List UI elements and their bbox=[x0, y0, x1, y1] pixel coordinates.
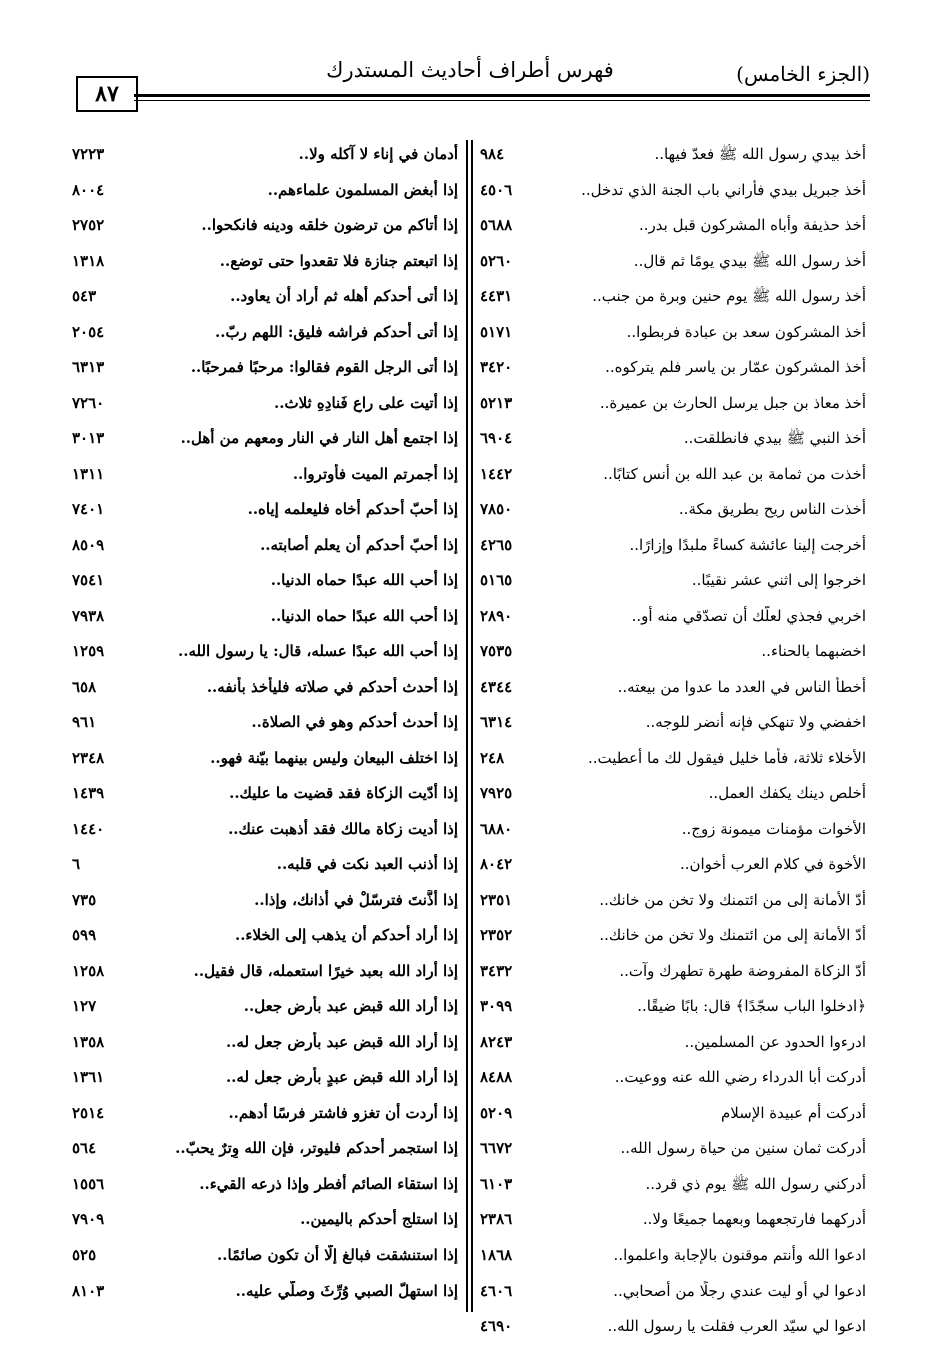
entry-number: ٥٦٨٨ bbox=[480, 216, 513, 235]
entry-text: أخذت الناس ريح بطريق مكة.. bbox=[678, 500, 866, 519]
column-divider bbox=[466, 140, 468, 1312]
entry-text: أخطأ الناس في العدد ما عدوا من بيعته.. bbox=[617, 677, 866, 696]
entry-text: أخذ حذيفة وأباه المشركون قبل بدر.. bbox=[639, 216, 866, 235]
index-entry bbox=[472, 992, 872, 1028]
index-entry bbox=[472, 779, 872, 815]
entry-number: ٤٦٩٠ bbox=[480, 1317, 513, 1336]
entry-number: ١٣١٨ bbox=[72, 251, 105, 270]
entry-number: ٥٤٣ bbox=[72, 287, 97, 306]
index-entry bbox=[472, 1134, 872, 1170]
index-entry bbox=[472, 602, 872, 638]
entry-text: أخذ جبريل بيدي فأراني باب الجنة الذي تدخل.. bbox=[581, 180, 866, 199]
entry-text: إذا أديت زكاة مالك فقد أذهبت عنك.. bbox=[228, 819, 458, 838]
entry-number: ٩٦١ bbox=[72, 713, 97, 732]
index-title: فهرس أطراف أحاديث المستدرك bbox=[326, 58, 614, 82]
entry-text: إذا أتى أحدكم أهله ثم أراد أن يعاود.. bbox=[230, 287, 458, 306]
entry-number: ٤٦٠٦ bbox=[480, 1281, 513, 1300]
entry-number: ٢٥١٤ bbox=[72, 1103, 105, 1122]
entry-number: ٦٨٨٠ bbox=[480, 819, 513, 838]
entry-number: ٨٠٤٢ bbox=[480, 855, 513, 874]
entry-text: أدركت أم عبيدة الإسلام bbox=[721, 1103, 866, 1122]
entry-text: أدركت أبا الدرداء رضي الله عنه ووعيت.. bbox=[614, 1068, 866, 1087]
entry-number: ٦٦٧٢ bbox=[480, 1139, 513, 1158]
entry-number: ٤٣٤٤ bbox=[480, 677, 513, 696]
entry-text: أدركني رسول الله ﷺ يوم ذي قرد.. bbox=[645, 1174, 866, 1193]
entry-number: ٧٩٢٥ bbox=[480, 784, 513, 803]
page-number: ٨٧ bbox=[95, 81, 119, 107]
entry-number: ١٤٤٠ bbox=[72, 819, 105, 838]
entry-number: ٧٤٠١ bbox=[72, 500, 105, 519]
index-entry bbox=[68, 602, 464, 638]
entry-number: ٥٢١٣ bbox=[480, 393, 513, 412]
entry-text: إذا أحبّ أحدكم أن يعلم أصابته.. bbox=[260, 535, 458, 554]
entry-number: ٢٣٤٨ bbox=[72, 748, 105, 767]
entry-number: ٥٩٩ bbox=[72, 926, 97, 945]
entry-number: ٦٣١٣ bbox=[72, 358, 105, 377]
entry-number: ١٤٣٩ bbox=[72, 784, 105, 803]
entry-text: أخلص دينك يكفك العمل.. bbox=[708, 784, 866, 803]
index-entry bbox=[472, 1205, 872, 1241]
entry-text: أخذ المشركون عمّار بن ياسر فلم يتركوه.. bbox=[605, 358, 866, 377]
index-entry bbox=[472, 921, 872, 957]
entry-text: إذا أحبّ أحدكم أخاه فليعلمه إياه.. bbox=[247, 500, 458, 519]
entry-text: أخذ المشركون سعد بن عبادة فربطوا.. bbox=[626, 322, 866, 341]
index-entry bbox=[472, 1063, 872, 1099]
index-entry bbox=[472, 211, 872, 247]
right-column bbox=[472, 140, 872, 1348]
entry-text: الأخوة في كلام العرب أخوان.. bbox=[679, 855, 866, 874]
entry-number: ٦٥٨ bbox=[72, 677, 97, 696]
index-entry bbox=[68, 886, 464, 922]
index-entry bbox=[472, 957, 872, 993]
entry-text: اخرجوا إلى اثني عشر نقيبًا.. bbox=[691, 571, 866, 590]
entry-number: ٤٢٦٥ bbox=[480, 535, 513, 554]
index-entry bbox=[472, 531, 872, 567]
entry-text: إذا أراد الله قبض عبد بأرض جعل له.. bbox=[225, 1032, 458, 1051]
index-entry bbox=[472, 424, 872, 460]
entry-number: ١٣١١ bbox=[72, 464, 105, 483]
index-entry bbox=[472, 353, 872, 389]
index-entry bbox=[68, 1134, 464, 1170]
index-entry bbox=[68, 779, 464, 815]
index-entry bbox=[68, 140, 464, 176]
entry-number: ١٢٥٩ bbox=[72, 642, 105, 661]
index-entry bbox=[68, 850, 464, 886]
entry-number: ٧٥٤١ bbox=[72, 571, 105, 590]
index-entry bbox=[68, 815, 464, 851]
entry-number: ٨٠٠٤ bbox=[72, 180, 105, 199]
entry-text: الأخوات مؤمنات ميمونة زوج.. bbox=[681, 819, 866, 838]
entry-number: ٢٤٨ bbox=[480, 748, 505, 767]
entry-number: ٦٣١٤ bbox=[480, 713, 513, 732]
entry-text: اخفضي ولا تنهكي فإنه أنضر للوجه.. bbox=[645, 713, 866, 732]
index-entry bbox=[68, 1063, 464, 1099]
entry-number: ١٥٥٦ bbox=[72, 1174, 105, 1193]
entry-text: إذا أراد الله قبض عبد بأرض جعل.. bbox=[243, 997, 458, 1016]
entry-number: ١٢٧ bbox=[72, 997, 97, 1016]
entry-text: أدّ الزكاة المفروضة طهرة تطهرك وآت.. bbox=[619, 961, 866, 980]
entry-number: ٢٨٩٠ bbox=[480, 606, 513, 625]
entry-number: ٢٣٥١ bbox=[480, 890, 513, 909]
entry-text: إذا أتى أحدكم فراشه فليق: اللهم ربّ.. bbox=[215, 322, 458, 341]
index-entry bbox=[68, 637, 464, 673]
entry-text: ﴿ادخلوا الباب سجّدًا﴾ قال: بابًا ضيقًا.. bbox=[637, 997, 866, 1016]
entry-text: أخذ بيدي رسول الله ﷺ فعدّ فيها.. bbox=[654, 145, 866, 163]
entry-number: ٦ bbox=[72, 855, 81, 874]
index-entry bbox=[68, 1241, 464, 1277]
entry-text: إذا أدّيت الزكاة فقد قضيت ما عليك.. bbox=[229, 784, 458, 803]
index-entry bbox=[68, 495, 464, 531]
entry-number: ٢٠٥٤ bbox=[72, 322, 105, 341]
left-column bbox=[68, 140, 464, 1312]
index-entry bbox=[68, 1277, 464, 1313]
index-entry bbox=[68, 992, 464, 1028]
index-entry bbox=[472, 140, 872, 176]
entry-number: ٨٥٠٩ bbox=[72, 535, 105, 554]
entry-text: ادرءوا الحدود عن المسلمين.. bbox=[684, 1032, 866, 1051]
entry-text: أخذ رسول الله ﷺ يوم حنين وبرة من جنب.. bbox=[592, 287, 866, 306]
entry-text: إذا أجمرتم الميت فأوتروا.. bbox=[292, 464, 458, 483]
entry-text: إذا أتى الرجل القوم فقالوا: مرحبًا فمرحبًا.. bbox=[190, 358, 458, 377]
entry-text: إذا أتاكم من ترضون خلقه ودينه فانكحوا.. bbox=[201, 216, 458, 235]
entry-text: إذا استهلّ الصبي وُرِّثَ وصلّي عليه.. bbox=[235, 1281, 458, 1300]
index-entry bbox=[472, 815, 872, 851]
entry-number: ٦١٠٣ bbox=[480, 1174, 513, 1193]
entry-number: ٣٠٩٩ bbox=[480, 997, 513, 1016]
entry-text: الأخلاء ثلاثة، فأما خليل فيقول لك ما أعطيت.. bbox=[588, 748, 866, 767]
entry-text: إذا أراد الله بعبد خيرًا استعمله، قال فقيل.. bbox=[193, 961, 458, 980]
entry-text: إذا استجمر أحدكم فليوتر، فإن الله وِترٌ يحبّ.. bbox=[175, 1139, 458, 1158]
index-entry bbox=[472, 1277, 872, 1313]
entry-number: ٥٢٠٩ bbox=[480, 1103, 513, 1122]
index-entry bbox=[68, 389, 464, 425]
index-entry bbox=[472, 176, 872, 212]
index-entry bbox=[68, 708, 464, 744]
entry-text: أخرجت إلينا عائشة كساءً ملبدًا وإزارًا.. bbox=[629, 535, 866, 554]
entry-text: أخذ رسول الله ﷺ بيدي يومًا ثم قال.. bbox=[633, 251, 866, 270]
entry-number: ٥١٦٥ bbox=[480, 571, 513, 590]
entry-number: ٧٩٣٨ bbox=[72, 606, 105, 625]
entry-number: ٥٦٤ bbox=[72, 1139, 97, 1158]
entry-text: إذا أحدث أحدكم وهو في الصلاة.. bbox=[251, 713, 458, 732]
entry-text: إذا أراد الله قبض عبدٍ بأرض جعل له.. bbox=[225, 1068, 458, 1087]
entry-text: إذا استلج أحدكم باليمين.. bbox=[300, 1210, 458, 1229]
entry-number: ١٢٥٨ bbox=[72, 961, 105, 980]
index-entry bbox=[472, 1099, 872, 1135]
entry-text: إذا أحب الله عبدًا حماه الدنيا.. bbox=[270, 571, 458, 590]
entry-text: اخضبهما بالحناء.. bbox=[761, 642, 866, 661]
index-entry bbox=[472, 886, 872, 922]
entry-number: ٧٥٣٥ bbox=[480, 642, 513, 661]
volume-title: (الجزء الخامس) bbox=[736, 62, 870, 86]
index-entry bbox=[68, 921, 464, 957]
entry-text: أخذت من ثمامة بن عبد الله بن أنس كتابًا.. bbox=[603, 464, 866, 483]
index-entry bbox=[472, 1028, 872, 1064]
entry-number: ٥١٧١ bbox=[480, 322, 513, 341]
index-entry bbox=[472, 460, 872, 496]
index-entry bbox=[472, 1312, 872, 1348]
page-number-box bbox=[76, 76, 138, 112]
entry-text: إذا أَذَّنتَ فترسّلْ في أذانك، وإذا.. bbox=[254, 890, 458, 909]
entry-number: ٨١٠٣ bbox=[72, 1281, 105, 1300]
index-entry bbox=[472, 318, 872, 354]
index-entry bbox=[68, 1099, 464, 1135]
index-entry bbox=[472, 673, 872, 709]
index-entry bbox=[472, 247, 872, 283]
entry-number: ٧٩٠٩ bbox=[72, 1210, 105, 1229]
index-entry bbox=[68, 744, 464, 780]
index-entry bbox=[68, 353, 464, 389]
index-entry bbox=[68, 460, 464, 496]
index-entry bbox=[68, 424, 464, 460]
entry-number: ٨٢٤٣ bbox=[480, 1032, 513, 1051]
entry-number: ٩٨٤ bbox=[480, 145, 505, 163]
index-entry bbox=[68, 1205, 464, 1241]
index-entry bbox=[68, 318, 464, 354]
index-entry bbox=[472, 1241, 872, 1277]
entry-number: ١٤٤٢ bbox=[480, 464, 513, 483]
entry-text: أدّ الأمانة إلى من ائتمنك ولا تخن من خانك.. bbox=[599, 890, 866, 909]
entry-number: ٦٩٠٤ bbox=[480, 429, 513, 448]
entry-number: ٧٣٥ bbox=[72, 890, 97, 909]
entry-number: ٨٤٨٨ bbox=[480, 1068, 513, 1087]
entry-number: ١٨٦٨ bbox=[480, 1245, 513, 1264]
index-entry bbox=[68, 1028, 464, 1064]
entry-number: ٤٤٣١ bbox=[480, 287, 513, 306]
entry-text: أدّ الأمانة إلى من ائتمنك ولا تخن من خانك.. bbox=[599, 926, 866, 945]
entry-text: ادعوا الله وأنتم موقنون بالإجابة واعلموا.. bbox=[613, 1245, 866, 1264]
entry-text: إذا استنشقت فبالغ إلّا أن تكون صائمًا.. bbox=[217, 1245, 458, 1264]
entry-number: ٤٥٠٦ bbox=[480, 180, 513, 199]
entry-number: ٢٣٥٢ bbox=[480, 926, 513, 945]
entry-text: إذا أذنب العبد نكت في قلبه.. bbox=[276, 855, 458, 874]
entry-number: ٥٢٥ bbox=[72, 1245, 97, 1264]
index-entry bbox=[68, 957, 464, 993]
index-entry bbox=[472, 566, 872, 602]
entry-number: ٣٠١٣ bbox=[72, 429, 105, 448]
index-entry bbox=[472, 744, 872, 780]
page-header bbox=[70, 58, 870, 110]
entry-number: ٢٧٥٢ bbox=[72, 216, 105, 235]
index-entry bbox=[472, 637, 872, 673]
index-entry bbox=[68, 531, 464, 567]
entry-number: ٧٨٥٠ bbox=[480, 500, 513, 519]
entry-number: ١٣٦١ bbox=[72, 1068, 105, 1087]
entry-text: إذا أبغض المسلمون علماءهم.. bbox=[267, 180, 458, 199]
entry-text: إذا أردت أن تغزو فاشتر فرسًا أدهم.. bbox=[228, 1103, 458, 1122]
index-entry bbox=[68, 247, 464, 283]
entry-text: إذا اختلف البيعان وليس بينهما بيّنة فهو.. bbox=[210, 748, 458, 767]
index-entry bbox=[472, 850, 872, 886]
entry-text: أدمان في إناء لا آكله ولا.. bbox=[298, 145, 458, 163]
entry-text: ادعوا لي سيّد العرب فقلت يا رسول الله.. bbox=[607, 1317, 866, 1336]
entry-number: ١٣٥٨ bbox=[72, 1032, 105, 1051]
entry-text: إذا أحدث أحدكم في صلاته فليأخذ بأنفه.. bbox=[206, 677, 458, 696]
entry-number: ٣٤٣٢ bbox=[480, 961, 513, 980]
entry-number: ٧٢٢٣ bbox=[72, 145, 105, 163]
entry-text: إذا اتبعتم جنازة فلا تقعدوا حتى توضع.. bbox=[219, 251, 458, 270]
entry-text: اخربي فجذي لعلّك أن تصدّقي منه أو.. bbox=[631, 606, 866, 625]
entry-text: ادعوا لي أو ليت عندي رجلًا من أصحابي.. bbox=[613, 1281, 866, 1300]
index-entry bbox=[68, 282, 464, 318]
index-entry bbox=[68, 211, 464, 247]
entry-number: ٣٤٢٠ bbox=[480, 358, 513, 377]
entry-text: إذا أتيت على راعٍ فَنادِهِ ثلاث.. bbox=[274, 393, 458, 412]
entry-text: أخذ النبي ﷺ بيدي فانطلقت.. bbox=[683, 429, 866, 448]
entry-text: إذا اجتمع أهل النار في النار ومعهم من أهل.. bbox=[180, 429, 458, 448]
index-entry bbox=[68, 566, 464, 602]
index-entry bbox=[472, 1170, 872, 1206]
entry-number: ٧٢٦٠ bbox=[72, 393, 105, 412]
index-entry bbox=[68, 176, 464, 212]
entry-text: أخذ معاذ بن جبل يرسل الحارث بن عميرة.. bbox=[599, 393, 866, 412]
entry-number: ٥٢٦٠ bbox=[480, 251, 513, 270]
index-entry bbox=[68, 673, 464, 709]
index-entry bbox=[472, 389, 872, 425]
index-entry bbox=[68, 1170, 464, 1206]
entry-text: أدركت ثمان سنين من حياة رسول الله.. bbox=[620, 1139, 866, 1158]
index-entry bbox=[472, 708, 872, 744]
entry-number: ٢٣٨٦ bbox=[480, 1210, 513, 1229]
entry-text: إذا استقاء الصائم أفطر وإذا ذرعه القيء.. bbox=[199, 1174, 458, 1193]
index-entry bbox=[472, 495, 872, 531]
header-rule-thick bbox=[134, 94, 870, 97]
header-rule-thin bbox=[134, 100, 870, 101]
entry-text: أدركهما فارتجعهما وبعهما جميعًا ولا.. bbox=[642, 1210, 866, 1229]
entry-text: إذا أراد أحدكم أن يذهب إلى الخلاء.. bbox=[234, 926, 458, 945]
index-entry bbox=[472, 282, 872, 318]
entry-text: إذا أحب الله عبدًا عسله، قال: يا رسول الله.. bbox=[178, 642, 458, 661]
entry-text: إذا أحب الله عبدًا حماه الدنيا.. bbox=[270, 606, 458, 625]
